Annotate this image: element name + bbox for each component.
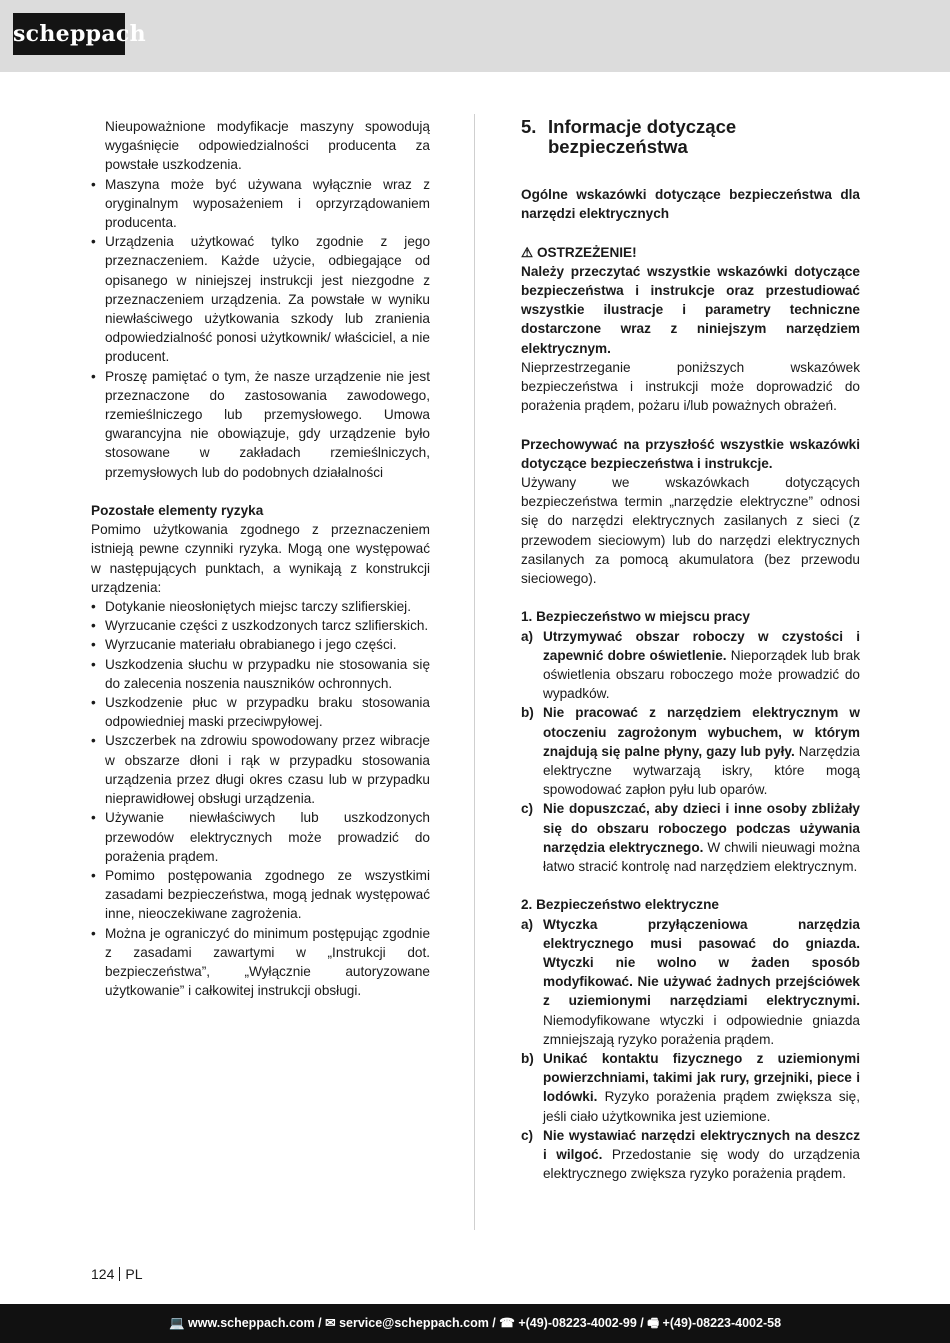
electrical-heading: 2. Bezpieczeństwo elektryczne (521, 897, 719, 913)
usage-bullets (91, 175, 430, 482)
page-header (0, 0, 950, 72)
list-item: • Proszę pamiętać o tym, że nasze urządzenie nie jest przeznaczone do zastosowania zawodowego, rzemieślniczego lub przemysłowego. Umowa gwarancyjna nie obowiązuje, gdy urządzenie było stosowane w zakładach rzemieślniczych, przemysłowych lub do podobnych działalności (91, 367, 430, 482)
right-column (521, 117, 860, 1184)
phone-number: +(49)-08223-4002-99 (518, 1316, 637, 1330)
general-heading: Ogólne wskazówki dotyczące bezpieczeństwa dla narzędzi elektrycznych (521, 187, 860, 222)
section-title-text: Informacje dotyczące bezpieczeństwa (548, 116, 737, 157)
electrical-list (521, 915, 860, 1184)
risk-heading: Pozostałe elementy ryzyka (91, 503, 264, 519)
warning-bold: Należy przeczytać wszystkie wskazówki dotyczące bezpieczeństwa i instrukcje oraz przestudiować wszystkie ilustracje i parametry techniczne dostarczone wraz z niniejszym narzędziem elektrycznym. (521, 263, 860, 356)
list-item: c) Nie wystawiać narzędzi elektrycznych na deszcz i wilgoć. Przedostanie się wody do urządzenia elektrycznego zwiększa ryzyko porażenia prądem. (521, 1127, 860, 1182)
section-title (521, 117, 860, 157)
email-link[interactable]: service@scheppach.com (339, 1316, 489, 1330)
page-number: 124 PL (91, 1266, 143, 1282)
mail-icon: ✉ (325, 1316, 336, 1330)
list-item: c) Nie dopuszczać, aby dzieci i inne osoby zbliżały się do obszaru roboczego podczas używania narzędzia elektrycznego. W chwili nieuwagi można łatwo stracić kontrolę nad narzędziem elektrycznym. (521, 801, 860, 875)
keep-text: Używany we wskazówkach dotyczących bezpieczeństwa termin „narzędzie elektryczne” odnosi się do narzędzi elektrycznych zasilanych z sieci (z przewodem sieciowym) lub do narzędzi elektrycznych zasilanych za pomocą akumulatora (bez przewodu sieciowego). (521, 475, 860, 587)
warning-text: Nieprzestrzeganie poniższych wskazówek bezpieczeństwa i instrukcji może doprowadzić do porażenia prądem, pożaru i/lub poważnych obrażeń. (521, 359, 860, 414)
list-item: • Maszyna może być używana wyłącznie wraz z oryginalnym wyposażeniem i oprzyrządowaniem producenta. (91, 175, 430, 233)
workplace-list (521, 627, 860, 877)
list-item: • Wyrzucanie części z uszkodzonych tarcz szlifierskich. (91, 616, 430, 635)
list-item: • Uszczerbek na zdrowiu spowodowany przez wibracje w obszarze dłoni i rąk w przypadku stosowania urządzenia przez długi okres czasu lub w przypadku nieprawidłowej obsługi urządzenia. (91, 731, 430, 808)
list-item: b) Unikać kontaktu fizycznego z uziemionymi powierzchniami, takimi jak rury, grzejniki, piece i lodówki. Ryzyko porażenia prądem zwiększa się, jeśli ciało użytkownika jest uziemione. (521, 1051, 860, 1124)
list-item: • Używanie niewłaściwych lub uszkodzonych przewodów elektrycznych może prowadzić do porażenia prądem. (91, 808, 430, 866)
list-item: • Można je ograniczyć do minimum postępując zgodnie z zasadami zawartymi w „Instrukcji dot. bezpieczeństwa”, „Wyłącznie autoryzowane użytkowanie” i całkowitej instrukcji obsługi. (91, 924, 430, 1001)
left-column (91, 117, 430, 1000)
list-item: • Uszkodzenia słuchu w przypadku nie stosowania się do zalecenia noszenia nauszników ochronnych. (91, 655, 430, 693)
section-number: 5. (521, 116, 537, 137)
list-item: a) Wtyczka przyłączeniowa narzędzia elektrycznego musi pasować do gniazda. Wtyczki nie wolno w żaden sposób modyfikować. Nie używać żadnych przejściówek z uziemionymi narzędziami elektrycznymi. Niemodyfikowane wtyczki i odpowiednie gniazda zmniejszają ryzyko porażenia prądem. (521, 916, 860, 1047)
page-footer: 💻 www.scheppach.com / ✉ service@scheppach.com / ☎ +(49)-08223-4002-99 / 🖷 +(49)-08223-4002-58 (0, 1304, 950, 1343)
computer-icon: 💻 (168, 1316, 185, 1330)
warning-label: ⚠ OSTRZEŻENIE! (521, 244, 637, 260)
risk-bullets (91, 597, 430, 1000)
list-item: • Wyrzucanie materiału obrabianego i jego części. (91, 635, 430, 654)
risk-intro: Pomimo użytkowania zgodnego z przeznaczeniem istnieją pewne czynniki ryzyka. Mogą one występować w następujących punktach, a wynikają z konstrukcji urządzenia: (91, 522, 430, 595)
website-link[interactable]: www.scheppach.com (188, 1316, 315, 1330)
workplace-heading: 1. Bezpieczeństwo w miejscu pracy (521, 609, 750, 625)
phone-icon: ☎ (499, 1316, 515, 1330)
list-item: • Dotykanie nieosłoniętych miejsc tarczy szlifierskiej. (91, 597, 430, 616)
list-item: • Uszkodzenie płuc w przypadku braku stosowania odpowiedniej maski przeciwpyłowej. (91, 693, 430, 731)
fax-number: +(49)-08223-4002-58 (662, 1316, 782, 1330)
list-item: • Pomimo postępowania zgodnego ze wszystkimi zasadami bezpieczeństwa, mogą jednak występować inne, nieoczekiwane zagrożenia. (91, 866, 430, 924)
intro-text: Nieupoważnione modyfikacje maszyny spowodują wygaśnięcie odpowiedzialności producenta za powstałe uszkodzenia. (105, 119, 430, 173)
list-item: a) Utrzymywać obszar roboczy w czystości i zapewnić dobre oświetlenie. Nieporządek lub brak oświetlenia obszaru roboczego może prowadzić do wypadków. (521, 628, 860, 702)
scheppach-logo: scheppach (13, 13, 125, 55)
keep-heading: Przechowywać na przyszłość wszystkie wskazówki dotyczące bezpieczeństwa i instrukcje. (521, 436, 860, 471)
column-divider (474, 114, 475, 1230)
fax-icon: 🖷 (647, 1316, 660, 1330)
list-item: b) Nie pracować z narzędziem elektrycznym w otoczeniu zagrożonym wybuchem, w którym znajdują się palne płyny, gazy lub pyły. Narzędzia elektryczne wytwarzają iskry, które mogą spowodować zapłon pyłu lub oparów. (521, 705, 860, 798)
list-item: • Urządzenia użytkować tylko zgodnie z jego przeznaczeniem. Każde użycie, odbiegające od opisanego w niniejszej instrukcji jest niezgodne z przeznaczeniem urządzenia. Za powstałe w wyniku niewłaściwego użytkowania szkody lub zranienia odpowiedzialność ponosi użytkownik/ właściciel, a nie producent. (91, 232, 430, 366)
